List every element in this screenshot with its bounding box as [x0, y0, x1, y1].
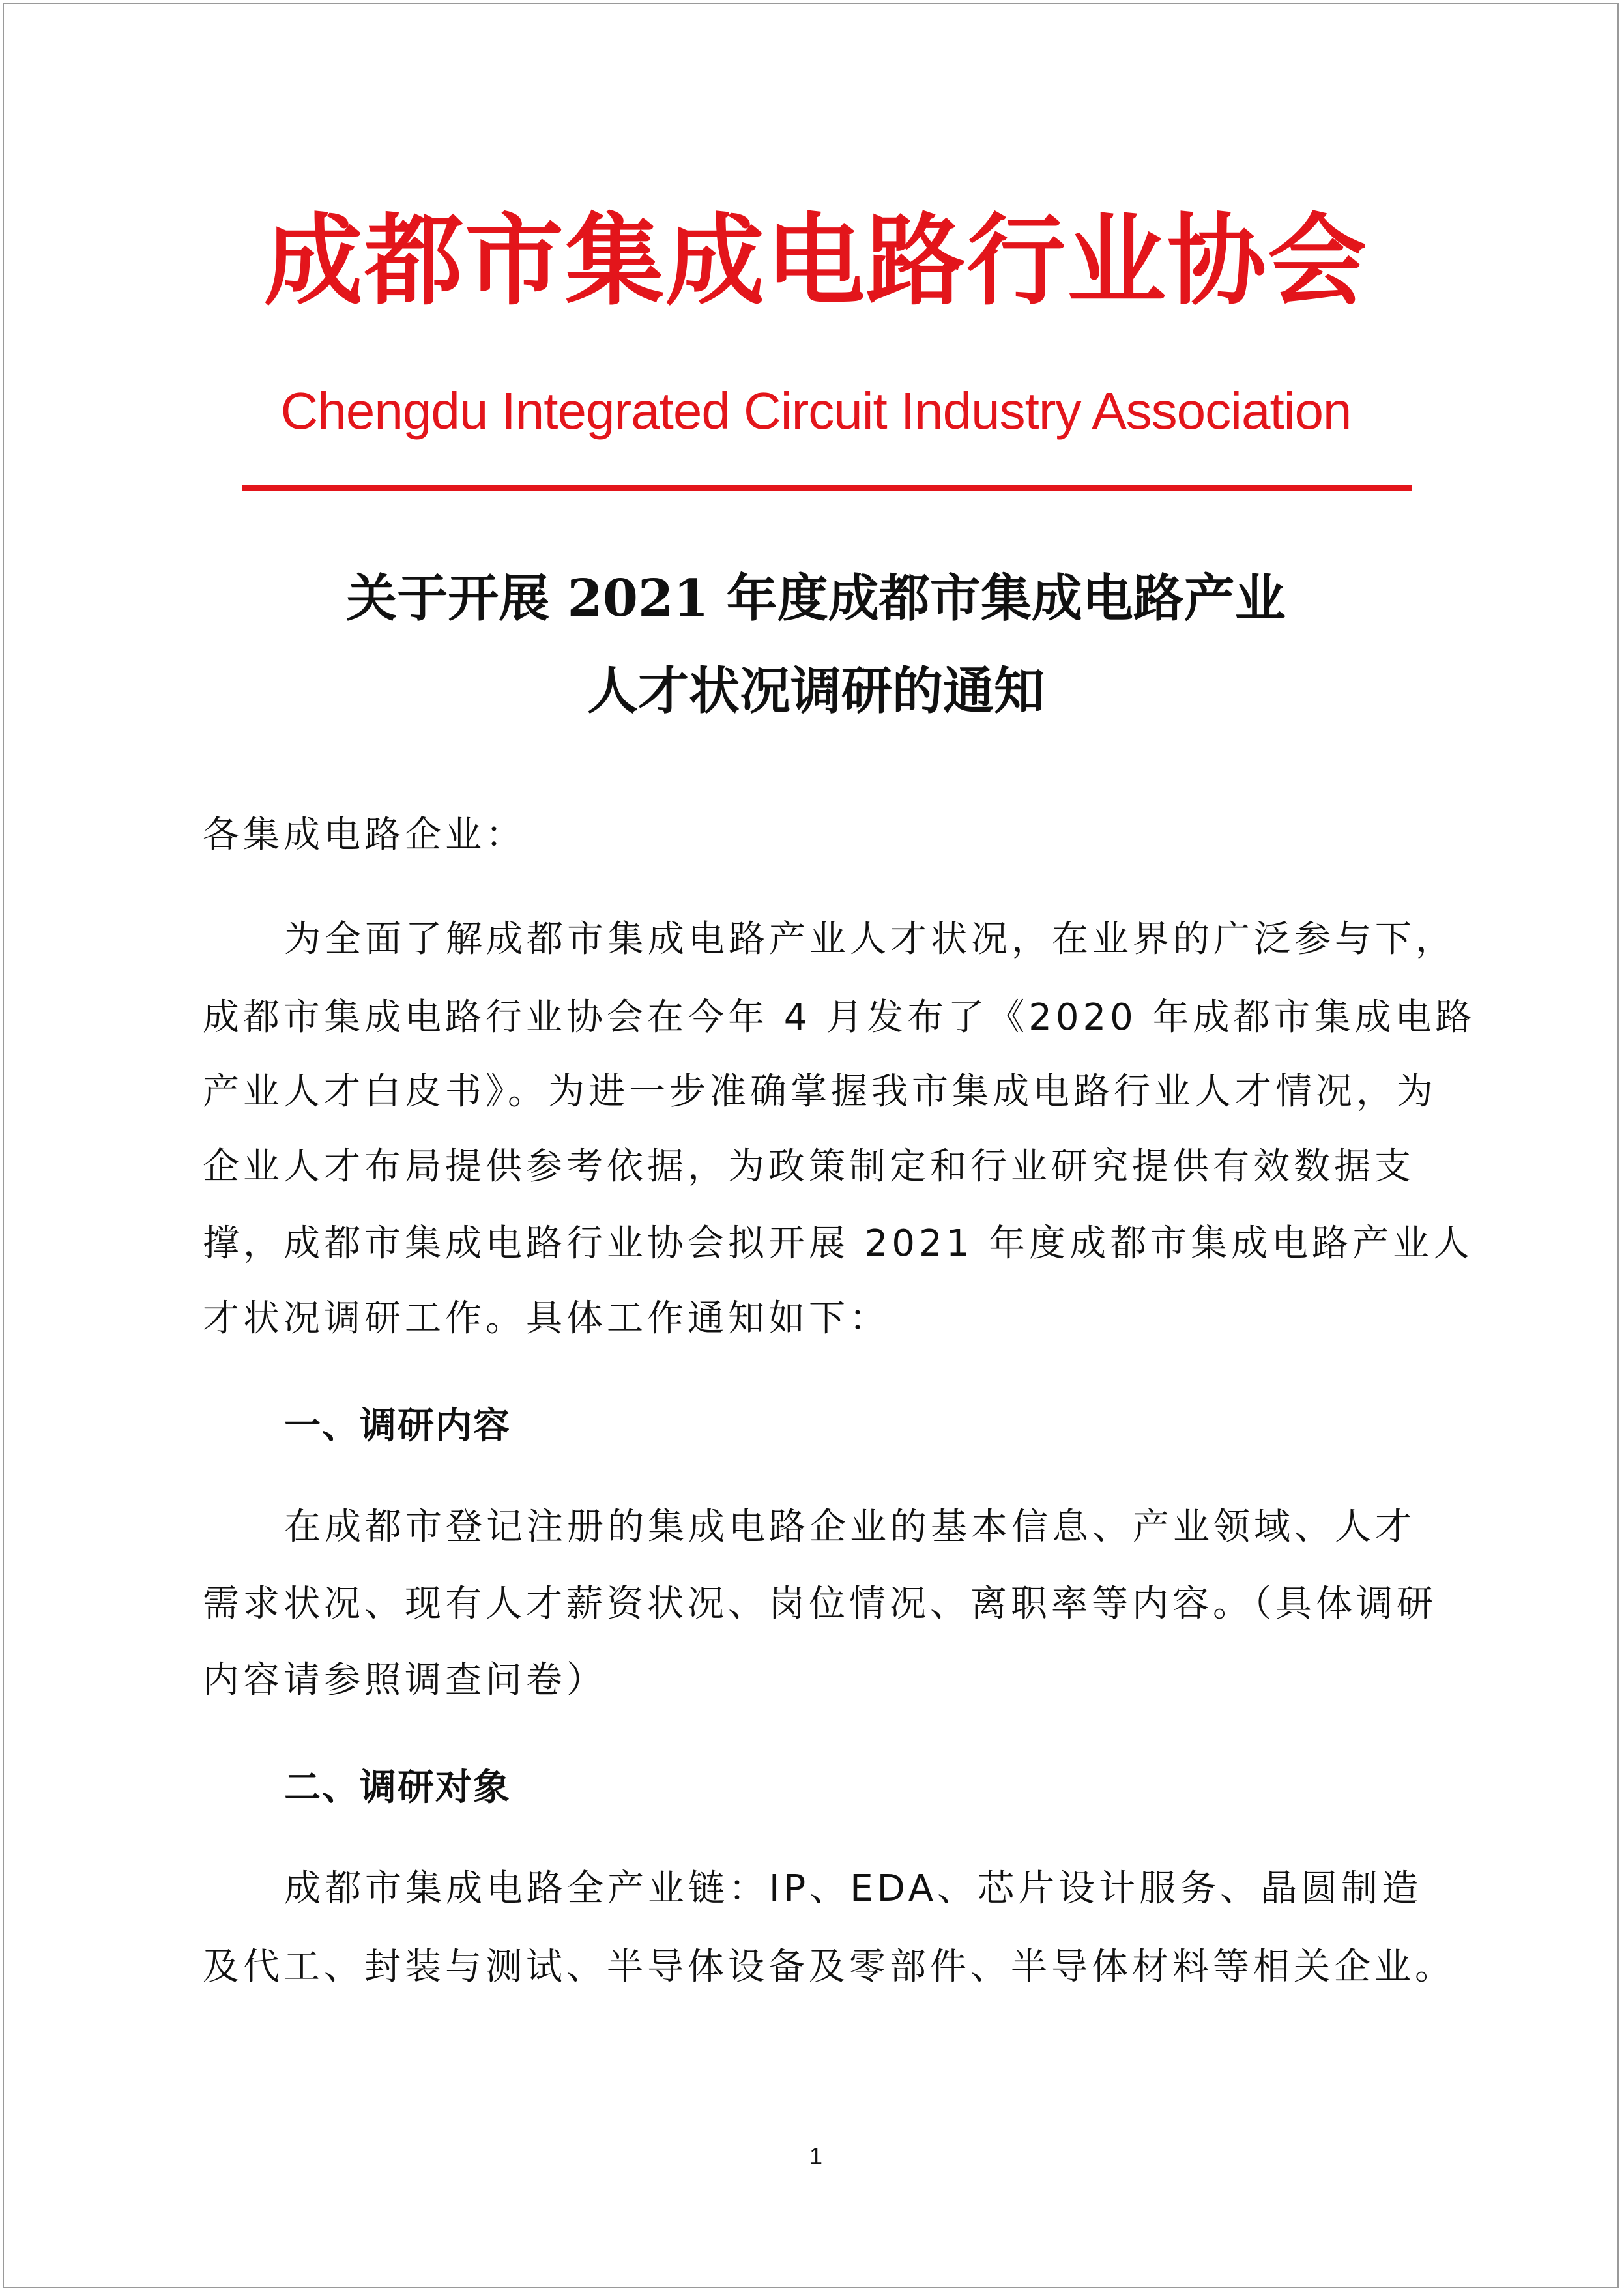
section-1-line: 在成都市登记注册的集成电路企业的基本信息、产业领域、人才: [284, 1506, 1415, 1548]
letterhead-red-rule: [242, 485, 1412, 491]
intro-line: 企业人才布局提供参考依据，为政策制定和行业研究提供有效数据支: [203, 1146, 1415, 1188]
intro-line: 成都市集成电路行业协会在今年 4 月发布了《2020 年成都市集成电路: [203, 996, 1476, 1039]
document-page: [3, 3, 1619, 2288]
intro-line: 才状况调研工作。具体工作通知如下：: [203, 1297, 890, 1340]
section-2-line: 及代工、封装与测试、半导体设备及零部件、半导体材料等相关企业。: [203, 1946, 1455, 1988]
section-2-heading: 二、调研对象: [284, 1767, 511, 1809]
intro-line: 撑，成都市集成电路行业协会拟开展 2021 年度成都市集成电路产业人: [203, 1222, 1474, 1265]
letterhead-org-name-cn: 成都市集成电路行业协会: [264, 202, 1368, 319]
notice-title-line-2: 人才状况调研的通知: [587, 661, 1045, 721]
letterhead-org-name-en: Chengdu Integrated Circuit Industry Association: [280, 382, 1352, 440]
section-1-line: 内容请参照调查问卷）: [203, 1659, 607, 1701]
intro-line: 为全面了解成都市集成电路产业人才状况，在业界的广泛参与下，: [284, 918, 1456, 960]
greeting: 各集成电路企业：: [203, 814, 526, 856]
notice-title-line-1: 关于开展 2021 年度成都市集成电路产业: [346, 569, 1286, 628]
section-1-line: 需求状况、现有人才薪资状况、岗位情况、离职率等内容。（具体调研: [203, 1583, 1437, 1625]
section-2-line: 成都市集成电路全产业链：IP、EDA、芯片设计服务、晶圆制造: [284, 1868, 1423, 1910]
page-number: 1: [809, 2142, 823, 2169]
intro-line: 产业人才白皮书》。为进一步准确掌握我市集成电路行业人才情况，为: [203, 1071, 1437, 1113]
section-1-heading: 一、调研内容: [284, 1405, 511, 1447]
